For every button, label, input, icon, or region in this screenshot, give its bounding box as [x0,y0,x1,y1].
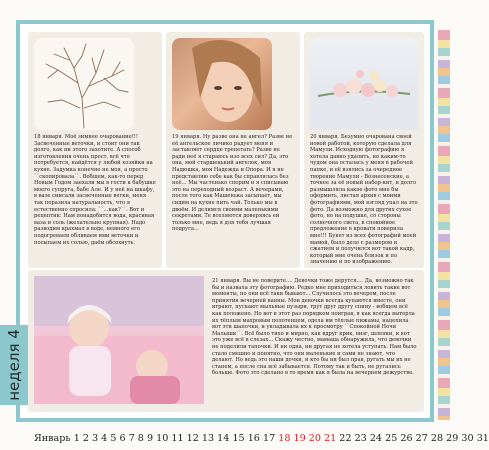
calendar-day: 11 [168,433,184,444]
calendar-day: 10 [153,433,169,444]
photo-baby-in-bed [34,276,204,404]
caption-jan-21: 21 января. Вы не поверите.... Девочки тоже дерутся.... Да, возможно так бы и назвала эту фотографию. Редко мне приходиться ловить такие вот моменты, но они всё таки бывают... Случилось это вечером, после принятия вечерней ванны. Мои девочки всегда купаются вместе, они играют, пускают мыльные пузыри, трут друг другу спину - вобщем всё как положено. Но вот в этот раз порядком поиграв, я как всегда вытерла их тёплым махровым полотенцем, одела им тёплые пижамы, нацепила вот эти шапочки, и укладывала их к просмотру ``Спокойной Ночи Малыши``. Всё было тихо и мирно, как вдруг крик, визг, шлепки, и вот это уже всё в слезах... Скажу честно, мамаша обнаружила, что девочки не поделили тапочки. И ни одна, ни другая не хотела уступать. Нам было стало смешно и понятно, что они маленькие и сами не знают, что делают. Но ведь это наши дочки, и кто бы ни был прав, ругать мы их не станем, а после сна всё забывается. Потому так и быть, не ругались больше. Фото это сделано в то время как я была на вечернем дежурстве. [212,278,417,377]
calendar-day: 14 [214,433,230,444]
calendar-day: 3 [88,433,99,444]
photo-frosted-twigs [34,38,134,130]
calendar-day: 7 [125,433,135,444]
caption-jan-19: 19 января. Ну разве она не ангел? Разве не её ангельское личико радует меня и заставляет сердце трепетать? Разве не ради неё я стараюсь изо всех сил? Да, это она, мой старшенький ангелок, моя Надюшка, моя Надежда и Опора. И я не представляю себе как бы справлялась без неё... Мы частенько спорим и я списываю это на переходный возраст. А вечерами, после того как Машенька засыпает, мы сидим на кухне пить чай. Только мы в двоём. И делимся своими маленькими секретами. Те вселяются доверяясь ей только мне, ведь я для тебя лучшая подруга... [172,134,293,233]
calendar-day: 2 [79,433,89,444]
calendar-day: 18 [275,433,291,444]
calendar-day: 12 [183,433,199,444]
calendar-day: 31 [473,433,489,444]
calendar-day: 13 [198,433,215,444]
calendar-day: 29 [443,433,459,444]
calendar-day: 22 [336,433,352,444]
calendar-day: 1 [73,433,80,444]
calendar-day: 20 [305,433,321,444]
calendar-day: 15 [229,433,245,444]
calendar-day: 6 [116,433,126,444]
week-label-tab [0,325,28,405]
calendar-day: 17 [259,433,276,444]
calendar-strip [34,433,489,444]
calendar-day: 30 [458,433,474,444]
week-label: неделя 4 [5,329,23,401]
calendar-days [74,433,489,444]
calendar-day: 24 [366,433,383,444]
photo-girl-portrait [172,38,272,130]
calendar-day: 9 [143,433,154,444]
calendar-day: 25 [382,433,398,444]
calendar-day: 26 [397,433,413,444]
caption-jan-20: 20 января. Безумно очарована своей новой работой, которую сделала для Мамули. Исходную фотографию я хотела давно удалить, но каким-то чудом она осталась у меня в рабочей папке, и её взялись за очередное творение Мамули - Вознесенские, а точнее за её новый набор-кит, и долго размышляла какое фото мне бы оформить, листая архив с моими фотографиями, мой взгляд упал на это фото. Да возможно для других сухое фото, но на подушке, со стороны солнечного света, в спокойное предложение в кровати поверила мне!!! Букет из всех фотографий моей мамой, было дело с размером и сжатием и получился вот такой кадр, который мне очень близок и по значению и по изображению. [310,134,418,266]
photo-flower-bouquet [310,38,418,130]
calendar-day: 19 [290,433,306,444]
calendar-day: 28 [427,433,444,444]
calendar-day: 4 [98,433,108,444]
caption-jan-18: 18 января. Моё зимнее очарование!!! Засвеченные веточки, и стоит они так долго, как ни этого захотите. А способ изготовления очень прост, всё что потребуется, найдётся у любой хозяйки на кухне. Задумка конечно не моя, а просто ``скопировала``. Вобщем, как-то перед Новым Годом заехали мы в гости к бабушке моего супруга, бабе Але. И у неё на шкафу, в вазе сиисали засвеченные ветки, меня так поразила натуральность, что я естественно спросила: ``...как?``. Вот и рецептик: Нам понадобится вода, красивая ваза и соль (желательно крупная). Надо разводим крахмал в воде, немного его подогреваем обливаем ими веточки и посыпаем их солью, даём обсохнуть. [34,134,156,246]
decorative-stripe [438,30,450,420]
calendar-day: 23 [351,433,367,444]
calendar-day: 27 [412,433,428,444]
calendar-day: 8 [134,433,144,444]
calendar-day: 21 [320,433,337,444]
calendar-day: 16 [244,433,260,444]
calendar-month: Январь [34,433,71,444]
calendar-day: 5 [107,433,117,444]
